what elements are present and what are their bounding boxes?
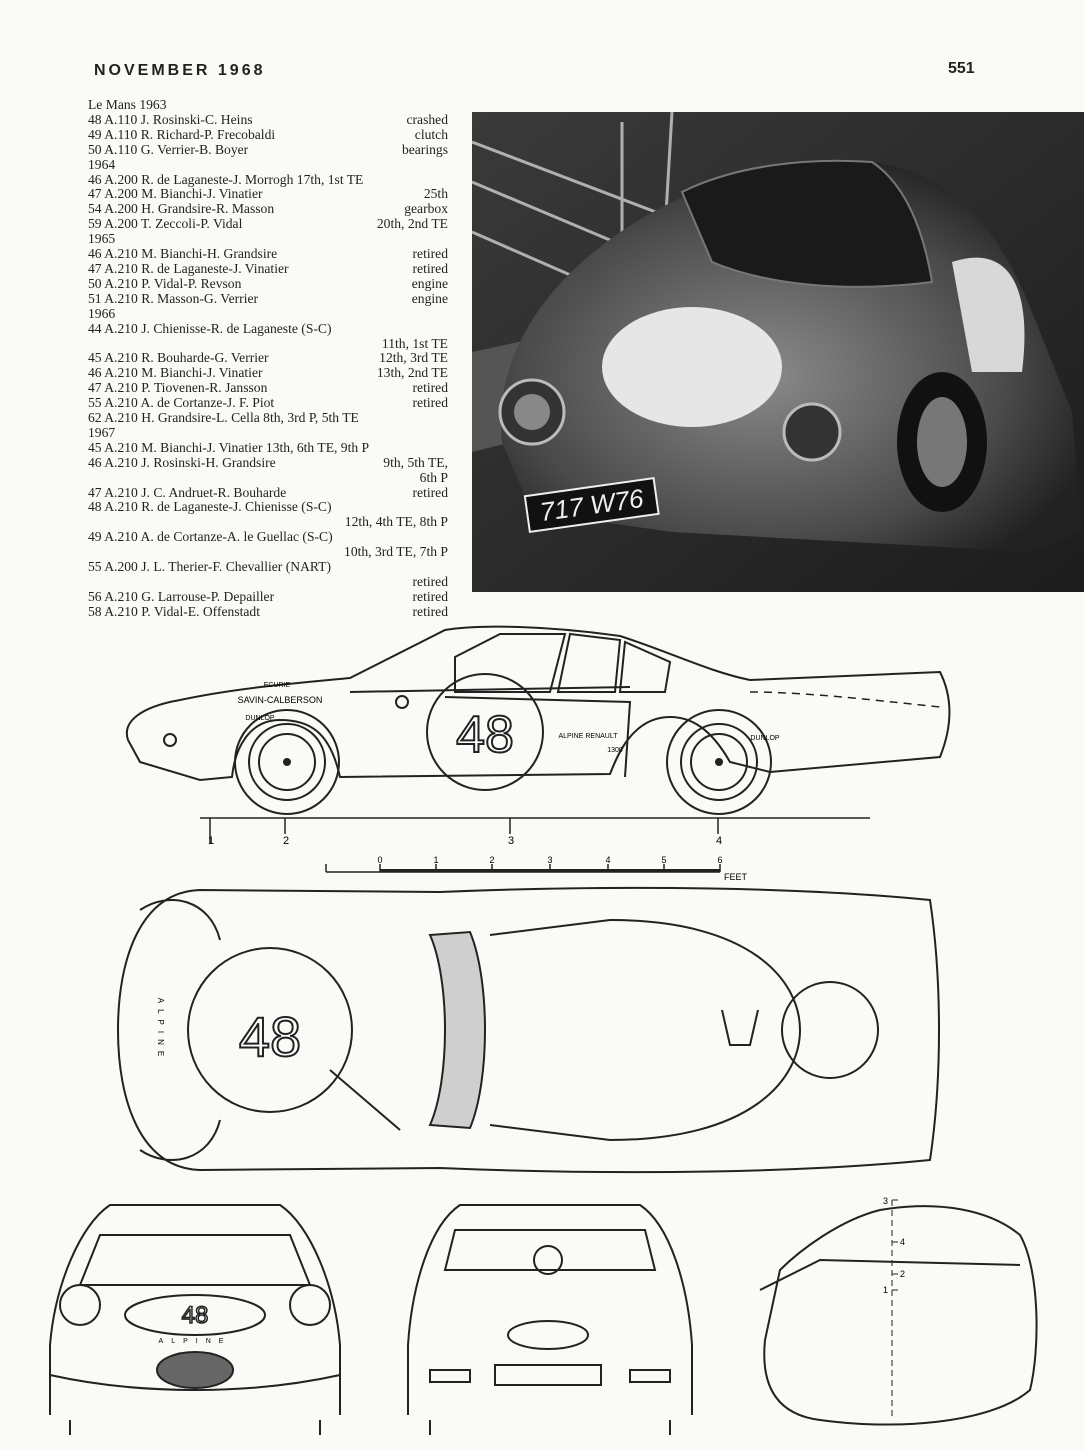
results-row xyxy=(88,113,448,128)
results-row-entry: 55 A.210 A. de Cortanze-J. F. Piot xyxy=(88,395,275,411)
results-row xyxy=(88,456,448,471)
results-row xyxy=(88,590,448,605)
section-mark-2: 2 xyxy=(900,1269,906,1279)
results-row xyxy=(88,322,448,337)
results-row xyxy=(88,337,448,352)
results-row-outcome: 25th xyxy=(423,186,448,202)
results-year-heading: 1964 xyxy=(88,156,116,172)
results-row xyxy=(88,560,448,575)
results-row xyxy=(88,292,448,307)
results-row-entry: 62 A.210 H. Grandsire-L. Cella 8th, 3rd P, 5th TE xyxy=(88,410,359,426)
plan-bonnet-lettering: ALPINE xyxy=(156,997,165,1063)
results-row-entry: 49 A.110 R. Richard-P. Frecobaldi xyxy=(88,126,276,142)
results-row-outcome: retired xyxy=(412,588,448,604)
ecurie-team-label: SAVIN-CALBERSON xyxy=(237,695,323,705)
sponsor-label: DUNLOP xyxy=(245,715,275,722)
results-row-entry: 46 A.200 R. de Laganeste-J. Morrogh 17th, 1st TE xyxy=(88,171,364,187)
results-row xyxy=(88,366,448,381)
results-row xyxy=(88,515,448,530)
results-row xyxy=(88,202,448,217)
results-row-entry: 56 A.210 G. Larrouse-P. Depailler xyxy=(88,588,275,604)
results-row xyxy=(88,441,448,456)
section-mark-3: 3 xyxy=(882,1196,888,1206)
car-photograph xyxy=(472,112,1084,592)
results-row xyxy=(88,143,448,158)
results-row-entry: 46 A.210 J. Rosinski-H. Grandsire xyxy=(88,454,276,470)
results-row-outcome: engine xyxy=(411,275,448,291)
results-year-heading: Le Mans 1963 xyxy=(88,97,167,112)
front-race-number: 48 xyxy=(181,1302,209,1329)
results-row xyxy=(88,247,448,262)
results-row xyxy=(88,486,448,501)
results-row-outcome: retired xyxy=(412,380,448,396)
page-number: 551 xyxy=(948,60,975,77)
results-row-outcome: clutch xyxy=(414,126,448,142)
side-race-number: 48 xyxy=(456,706,514,764)
results-row-entry: 49 A.210 A. de Cortanze-A. le Guellac (S-C) xyxy=(88,529,333,545)
results-row-outcome: gearbox xyxy=(404,201,448,217)
results-row-entry: 48 A.110 J. Rosinski-C. Heins xyxy=(88,111,253,127)
license-plate: 717 W76 xyxy=(538,482,646,528)
front-view-drawing xyxy=(40,1195,350,1435)
results-row-entry: 48 A.210 R. de Laganeste-J. Chienisse (S-C) xyxy=(88,499,332,515)
front-bonnet-lettering: ALPINE xyxy=(158,1338,232,1345)
results-row xyxy=(88,128,448,143)
results-row-entry: 44 A.210 J. Chienisse-R. de Laganeste (S-C) xyxy=(88,320,332,336)
station-mark-3: 3 xyxy=(507,835,515,847)
results-row-outcome: 12th, 3rd TE xyxy=(379,350,448,366)
badge-sub-label: 1300 xyxy=(607,747,623,754)
scale-tick-2: 2 xyxy=(489,855,495,865)
results-row-outcome: bearings xyxy=(401,141,448,157)
station-mark-2: 2 xyxy=(282,835,290,847)
results-row xyxy=(88,575,448,590)
results-row-entry: 50 A.110 G. Verrier-B. Boyer xyxy=(88,141,249,157)
results-row xyxy=(88,396,448,411)
results-row xyxy=(88,217,448,232)
section-mark-1: 1 xyxy=(882,1285,888,1295)
results-row xyxy=(88,471,448,486)
results-row-entry: 47 A.210 J. C. Andruet-R. Bouharde xyxy=(88,484,287,500)
results-row-entry: 55 A.200 J. L. Therier-F. Chevallier (NART) xyxy=(88,559,331,575)
results-row-entry: 54 A.200 H. Grandsire-R. Masson xyxy=(88,201,275,217)
results-row-entry: 51 A.210 R. Masson-G. Verrier xyxy=(88,290,259,306)
results-row xyxy=(88,173,448,188)
results-row-entry: 58 A.210 P. Vidal-E. Offenstadt xyxy=(88,603,260,619)
scale-unit: FEET xyxy=(724,872,748,882)
scale-tick-6: 6 xyxy=(717,855,723,865)
results-row xyxy=(88,262,448,277)
scale-tick-3: 3 xyxy=(547,855,553,865)
section-mark-4: 4 xyxy=(900,1237,906,1247)
results-row xyxy=(88,500,448,515)
results-row-outcome: 10th, 3rd TE, 7th P xyxy=(344,544,448,560)
ecurie-label: ECURIE xyxy=(263,682,291,689)
results-row xyxy=(88,277,448,292)
results-row-entry: 47 A.210 P. Tiovenen-R. Jansson xyxy=(88,380,268,396)
plan-view-drawing xyxy=(110,880,950,1180)
results-row-outcome: 6th P xyxy=(419,469,448,485)
rear-view-drawing xyxy=(400,1195,700,1435)
results-year-heading: 1966 xyxy=(88,305,116,321)
scale-tick-0: 0 xyxy=(377,855,383,865)
results-row-entry: 59 A.200 T. Zeccoli-P. Vidal xyxy=(88,216,243,232)
results-row-outcome: retired xyxy=(412,603,448,619)
results-row-entry: 46 A.210 M. Bianchi-J. Vinatier xyxy=(88,365,263,381)
results-row xyxy=(88,187,448,202)
results-row-entry: 46 A.210 M. Bianchi-H. Grandsire xyxy=(88,246,278,262)
results-row-outcome: 13th, 2nd TE xyxy=(376,365,448,381)
results-row-entry: 47 A.200 M. Bianchi-J. Vinatier xyxy=(88,186,263,202)
results-row-outcome: retired xyxy=(412,246,448,262)
results-year-heading: 1967 xyxy=(88,424,116,440)
results-row-outcome: 11th, 1st TE xyxy=(381,335,448,351)
results-row-outcome: retired xyxy=(412,395,448,411)
page-header-title: NOVEMBER 1968 xyxy=(94,62,266,79)
scale-tick-1: 1 xyxy=(433,855,439,865)
results-row xyxy=(88,411,448,426)
scale-bar xyxy=(320,852,760,882)
results-row-entry: 50 A.210 P. Vidal-P. Revson xyxy=(88,275,242,291)
results-row-outcome: 20th, 2nd TE xyxy=(376,216,448,232)
scale-tick-5: 5 xyxy=(661,855,667,865)
results-row xyxy=(88,530,448,545)
results-row-outcome: crashed xyxy=(406,111,448,127)
results-row-outcome: retired xyxy=(412,260,448,276)
results-row-outcome: retired xyxy=(412,484,448,500)
scale-tick-4: 4 xyxy=(605,855,611,865)
tyre-label: DUNLOP xyxy=(750,735,780,742)
results-row-outcome: engine xyxy=(411,290,448,306)
results-list xyxy=(88,98,448,620)
plan-race-number: 48 xyxy=(238,1005,302,1068)
badge-label: ALPINE RENAULT xyxy=(558,733,618,740)
results-row-outcome: 9th, 5th TE, xyxy=(383,454,448,470)
results-row-outcome: 12th, 4th TE, 8th P xyxy=(344,514,448,530)
results-row xyxy=(88,381,448,396)
results-row-entry: 47 A.210 R. de Laganeste-J. Vinatier xyxy=(88,260,289,276)
side-elevation-drawing xyxy=(110,612,960,852)
station-mark-1: 1 xyxy=(207,835,215,847)
results-year-heading: 1965 xyxy=(88,231,116,247)
results-row-entry: 45 A.210 M. Bianchi-J. Vinatier 13th, 6th TE, 9th P xyxy=(88,439,370,455)
section-view-drawing xyxy=(740,1190,1060,1440)
results-row-entry: 45 A.210 R. Bouharde-G. Verrier xyxy=(88,350,269,366)
results-row xyxy=(88,545,448,560)
station-mark-4: 4 xyxy=(715,835,723,847)
results-row-outcome: retired xyxy=(412,574,448,589)
results-row xyxy=(88,351,448,366)
